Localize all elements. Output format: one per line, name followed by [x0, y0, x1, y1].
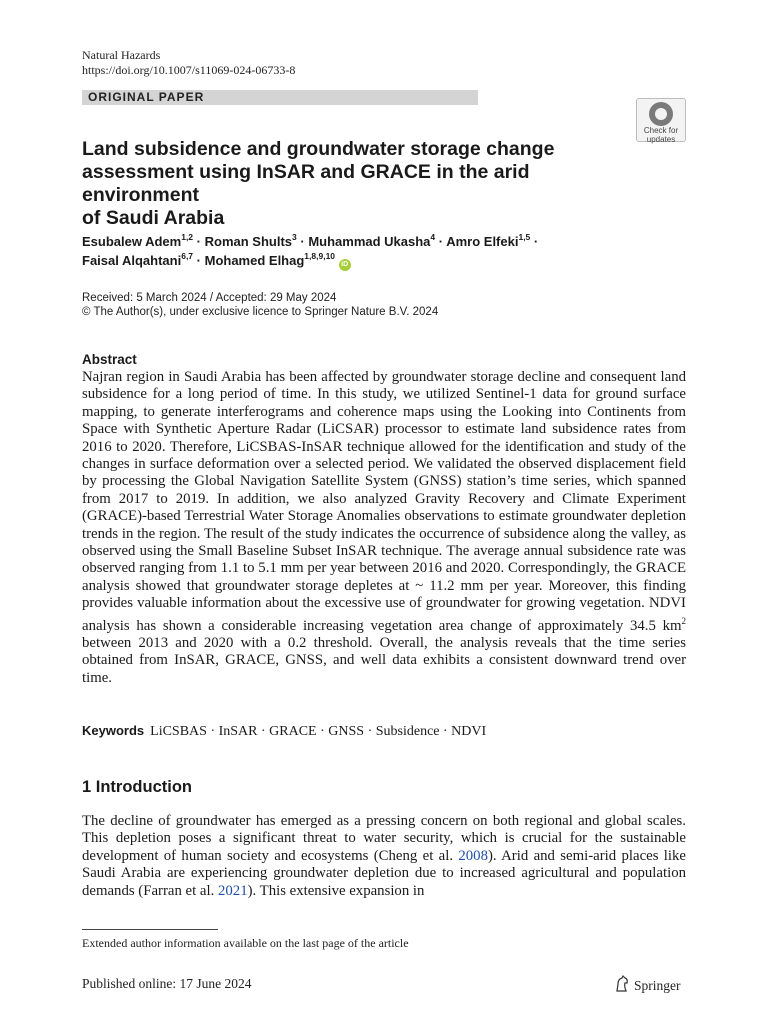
abstract-text: [82, 369, 686, 687]
title-line-2: assessment using InSAR and GRACE in the arid environment: [82, 161, 530, 206]
introduction-text: [82, 813, 686, 900]
author-affiliation: 1,2: [181, 231, 194, 242]
footnote: Extended author information available on the last page of the article: [82, 936, 409, 950]
citation-link[interactable]: 2008: [458, 847, 488, 864]
intro-body: The decline of groundwater has emerged as a pressing concern on both regional and global scales. This depletion poses a significant threat to water security, which is crucial for the sustainable development of human society and ecosystems (Cheng et al.: [82, 813, 686, 864]
received-dates: Received: 5 March 2024 / Accepted: 29 May 2024: [82, 292, 337, 304]
intro-body: ). Arid and semi-arid places like Saudi Arabia are experiencing groundwater depletion due to increased agricultural and population demands (Farran et al.: [82, 847, 686, 899]
author-affiliation: 4: [430, 231, 436, 242]
author-affiliation: 6,7: [181, 250, 194, 261]
abstract-body: Najran region in Saudi Arabia has been affected by groundwater storage decline and consequent land subsidence for a long period of time. In this study, we utilized Sentinel-1 data for ground surface mapping, to generate interferograms and coherence maps using the Looking into Continents from Space with Synthetic Aperture Radar (LiCSAR) processor to estimate land subsidence rates from 2016 to 2020. Therefore, LiCSBAS-InSAR technique allowed for the identification and study of the changes in surface deformation over a selected period. We validated the observed displacement field by processing the Global Navigation Satellite System (GNSS) station’s time series, which spanned from 2017 to 2019. In addition, we also analyzed Gravity Recovery and Climate Experiment (GRACE)-based Terrestrial Water Storage Anomalies observations to estimate groundwater depletion trends in the region. The result of the study indicates the occurrence of subsidence along the valley, as observed using the Small Baseline Subset InSAR technique. The average annual subsidence rate was observed ranging from 1.1 to 5.1 mm per year between 2016 and 2020. Correspondingly, the GRACE analysis showed that groundwater storage depletes at ~ 11.2 mm per year. Moreover, this finding provides valuable information about the excessive use of groundwater for growing vegetation. NDVI analysis has shown a considerable increasing vegetation area change of approximately 34.5 km: [82, 369, 686, 634]
check-for-updates-badge[interactable]: [636, 98, 686, 142]
keywords-line: [82, 722, 486, 741]
title-line-3: of Saudi Arabia: [82, 207, 225, 229]
section-heading-introduction: 1 Introduction: [82, 778, 192, 796]
article-type-label: ORIGINAL PAPER: [88, 90, 205, 104]
author-name[interactable]: Roman Shults: [204, 234, 293, 249]
springer-horse-icon: [614, 975, 630, 993]
check-updates-icon: [649, 102, 673, 126]
author-name[interactable]: Faisal Alqahtani: [82, 253, 182, 268]
orcid-icon[interactable]: iD: [339, 259, 351, 271]
author-name[interactable]: Amro Elfeki: [446, 234, 519, 249]
intro-body: ). This extensive expansion in: [247, 882, 425, 899]
article-type-bar: [82, 90, 478, 105]
paper-title: [82, 138, 642, 230]
published-date: Published online: 17 June 2024: [82, 976, 252, 991]
author-list: Esubalew Adem$^{1,2}$ · Roman Shults$^3$ · Muhammad Ukasha$^4$ · Amro Elfeki$^{1,5}$ · Faisal Alqahtani$^{6,7}$ · Mohamed Elhag$^{1,8,9,10}$ iD: [82, 232, 662, 271]
author-affiliation: 1,8,9,10: [304, 250, 336, 261]
journal-name: Natural Hazards: [82, 48, 161, 62]
keywords-list: LiCSBAS · InSAR · GRACE · GNSS · Subsidence · NDVI: [150, 724, 487, 739]
keywords-heading: Keywords: [82, 723, 145, 738]
publisher-name: Springer: [634, 978, 681, 993]
abstract-heading: Abstract: [82, 352, 137, 367]
author-name[interactable]: Esubalew Adem: [82, 234, 182, 249]
check-badge-line2: updates: [646, 135, 676, 144]
footnote-divider: [82, 929, 218, 930]
author-name[interactable]: Muhammad Ukasha: [308, 234, 431, 249]
citation-link[interactable]: 2021: [218, 882, 248, 899]
author-affiliation: 1,5: [518, 231, 531, 242]
title-line-1: Land subsidence and groundwater storage change: [82, 138, 555, 160]
author-name[interactable]: Mohamed Elhag: [204, 253, 305, 268]
author-affiliation: 3: [292, 231, 297, 242]
abstract-body-end: between 2013 and 2020 with a 0.2 threshold. Overall, the analysis reveals that the time series obtained from InSAR, GRACE, GNSS, and well data exhibits a consistent downward trend over time.: [82, 635, 686, 686]
copyright-notice: © The Author(s), under exclusive licence to Springer Nature B.V. 2024: [82, 306, 439, 318]
publisher-logo[interactable]: [614, 975, 681, 994]
check-badge-line1: Check for: [643, 126, 679, 135]
doi-link[interactable]: https://doi.org/10.1007/s11069-024-06733-8: [82, 63, 296, 77]
superscript: 2: [681, 615, 686, 626]
